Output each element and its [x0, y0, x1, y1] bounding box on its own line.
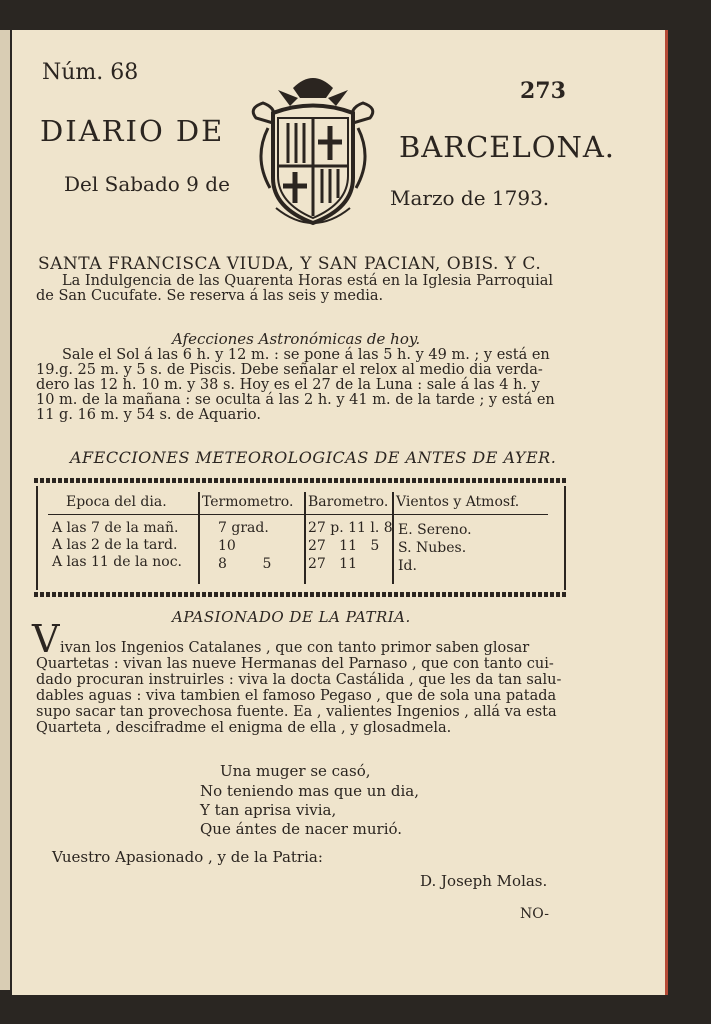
- weather-table: [34, 478, 570, 600]
- meteorological-heading: AFECCIONES METEOROLOGICAS DE ANTES DE AYER.: [70, 448, 557, 467]
- table-cell: 8 5: [218, 556, 272, 572]
- verse-line: Una muger se casó,: [220, 762, 371, 780]
- astro-line: dero las 12 h. 10 m. y 38 s. Hoy es el 27 de la Luna : sale á las 4 h. y: [36, 377, 540, 393]
- date-left: Del Sabado 9 de: [64, 172, 230, 196]
- table-divider: [304, 492, 306, 584]
- table-bottom-rule: [34, 592, 568, 597]
- patria-line: dado procuran instruirles : viva la docta Castálida , que les da tan salu-: [36, 672, 562, 688]
- date-right: Marzo de 1793.: [390, 186, 550, 210]
- table-cell: A las 2 de la tard.: [52, 537, 178, 553]
- indulgence-paragraph: [36, 274, 576, 304]
- astro-line: 11 g. 16 m. y 54 s. de Aquario.: [36, 407, 261, 423]
- title-right: BARCELONA.: [399, 130, 616, 164]
- patria-line: dables aguas : viva tambien el famoso Pegaso , que de sola una patada: [36, 688, 557, 704]
- header-underline: [48, 514, 548, 515]
- astronomical-paragraph: [36, 348, 576, 423]
- verse-line: Que ántes de nacer murió.: [200, 820, 403, 838]
- table-divider: [392, 492, 394, 584]
- indulgence-line: La Indulgencia de las Quarenta Horas está en la Iglesia Parroquial: [62, 273, 553, 289]
- verse-line: No teniendo mas que un dia,: [200, 782, 419, 800]
- astronomical-heading: Afecciones Astronómicas de hoy.: [172, 330, 421, 348]
- table-cell: 7 grad.: [218, 520, 269, 536]
- patria-paragraph: [36, 640, 576, 736]
- previous-page-edge: [0, 30, 10, 990]
- table-cell: A las 7 de la mañ.: [52, 520, 179, 536]
- patria-line: ivan los Ingenios Catalanes , que con tanto primor saben glosar: [60, 640, 530, 656]
- author-signature: D. Joseph Molas.: [420, 872, 548, 890]
- table-divider: [198, 492, 200, 584]
- table-border-left: [36, 486, 38, 590]
- table-header: Barometro.: [308, 494, 389, 510]
- patria-heading: APASIONADO DE LA PATRIA.: [172, 608, 411, 626]
- table-header: Epoca del dia.: [66, 494, 167, 510]
- table-cell: Id.: [398, 558, 417, 574]
- closing-line: Vuestro Apasionado , y de la Patria:: [52, 848, 323, 866]
- saints-of-day: SANTA FRANCISCA VIUDA, Y SAN PACIAN, OBIS. Y C.: [38, 254, 542, 274]
- newspaper-page: [12, 30, 668, 995]
- verse-line: Y tan aprisa vivia,: [200, 801, 337, 819]
- page-number: 273: [520, 78, 566, 104]
- patria-line: Quartetas : vivan las nueve Hermanas del Parnaso , que con tanto cui-: [36, 656, 554, 672]
- table-cell: S. Nubes.: [398, 540, 467, 556]
- issue-number: Núm. 68: [42, 60, 139, 85]
- table-cell: E. Sereno.: [398, 522, 472, 538]
- patria-line: supo sacar tan provechosa fuente. Ea , valientes Ingenios , allá va esta: [36, 704, 557, 720]
- title-left: DIARIO DE: [40, 114, 225, 148]
- indulgence-line: de San Cucufate. Se reserva á las seis y media.: [36, 288, 384, 304]
- table-cell: A las 11 de la noc.: [52, 554, 182, 570]
- astro-line: 10 m. de la mañana : se oculta á las 2 h. y 41 m. de la tarde ; y está en: [36, 392, 555, 408]
- table-header: Vientos y Atmosf.: [396, 494, 520, 510]
- catchword: NO-: [520, 906, 549, 922]
- table-border-right: [564, 486, 566, 590]
- patria-line: Quarteta , descifradme el enigma de ella , y glosadmela.: [36, 720, 452, 736]
- astro-line: Sale el Sol á las 6 h. y 12 m. : se pone á las 5 h. y 49 m. ; y está en: [62, 347, 550, 363]
- table-top-rule: [34, 478, 568, 483]
- table-cell: 27 p. 11 l. 8: [308, 520, 393, 536]
- drop-cap: V: [32, 617, 60, 661]
- table-cell: 10: [218, 538, 236, 554]
- astro-line: 19.g. 25 m. y 5 s. de Piscis. Debe señalar el relox al medio dia verda-: [36, 362, 543, 378]
- table-cell: 27 11 5: [308, 538, 380, 554]
- barcelona-coat-of-arms-icon: [238, 68, 388, 228]
- table-header: Termometro.: [202, 494, 294, 510]
- table-cell: 27 11: [308, 556, 357, 572]
